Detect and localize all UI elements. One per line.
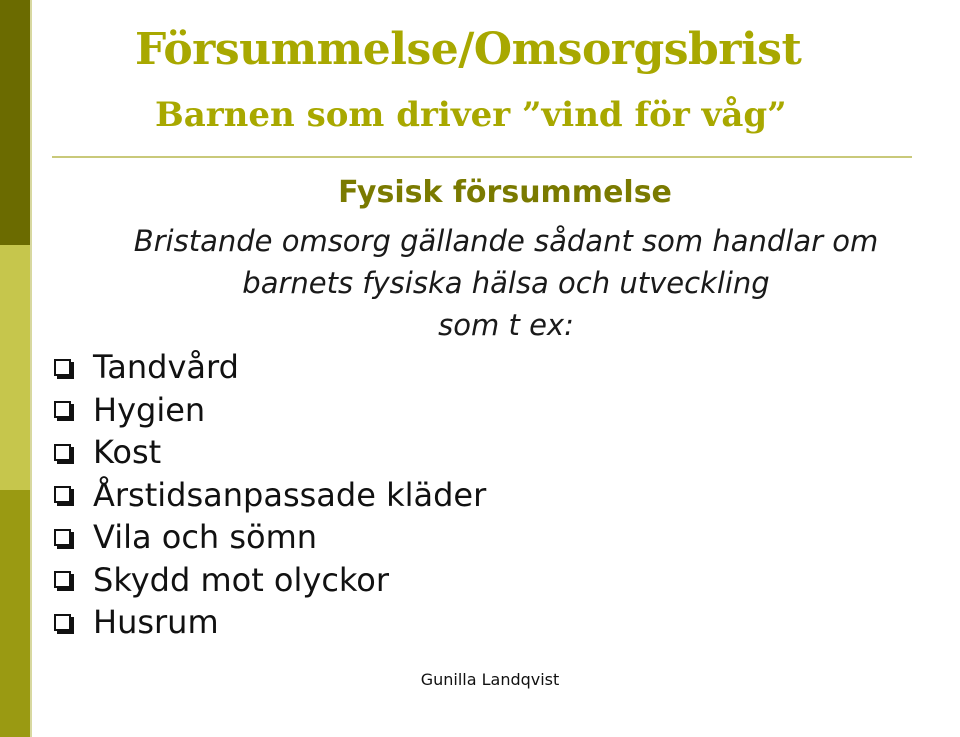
list-item-label: Tandvård bbox=[93, 348, 239, 387]
title-divider bbox=[52, 156, 912, 158]
list-item bbox=[52, 516, 486, 559]
list-item-label: Husrum bbox=[93, 603, 219, 642]
list-item bbox=[52, 559, 486, 602]
checkbox-icon bbox=[54, 444, 71, 461]
list-item-label: Vila och sömn bbox=[93, 518, 318, 557]
list-item-label: Skydd mot olyckor bbox=[93, 560, 390, 599]
section-title: Fysisk försummelse bbox=[338, 175, 672, 210]
checkbox-icon bbox=[54, 571, 71, 588]
description bbox=[52, 220, 960, 346]
sidebar-segment-mid bbox=[0, 490, 30, 737]
checkbox-icon bbox=[54, 614, 71, 631]
checkbox-icon bbox=[54, 401, 71, 418]
footer-author: Gunilla Landqvist bbox=[420, 670, 560, 689]
list-item bbox=[52, 601, 486, 644]
list-item-label: Hygien bbox=[93, 390, 206, 429]
list-item bbox=[52, 431, 486, 474]
description-line: Bristande omsorg gällande sådant som handlar om bbox=[133, 224, 879, 258]
checkbox-icon bbox=[54, 486, 71, 503]
checkbox-icon bbox=[54, 359, 71, 376]
description-line: barnets fysiska hälsa och utveckling bbox=[242, 266, 770, 300]
list-item bbox=[52, 389, 486, 432]
list-item-label: Kost bbox=[93, 433, 162, 472]
bullet-list bbox=[52, 346, 486, 644]
sidebar-decoration bbox=[0, 0, 32, 737]
sidebar-segment-light bbox=[0, 245, 30, 490]
checkbox-icon bbox=[54, 529, 71, 546]
list-item-label: Årstidsanpassade kläder bbox=[93, 475, 487, 514]
list-item bbox=[52, 474, 486, 517]
slide-title: Försummelse/Omsorgsbrist bbox=[135, 24, 802, 75]
sidebar-edge-line bbox=[30, 0, 32, 737]
list-item bbox=[52, 346, 486, 389]
slide-subtitle: Barnen som driver ”vind för våg” bbox=[155, 95, 787, 135]
description-line: som t ex: bbox=[438, 308, 574, 342]
